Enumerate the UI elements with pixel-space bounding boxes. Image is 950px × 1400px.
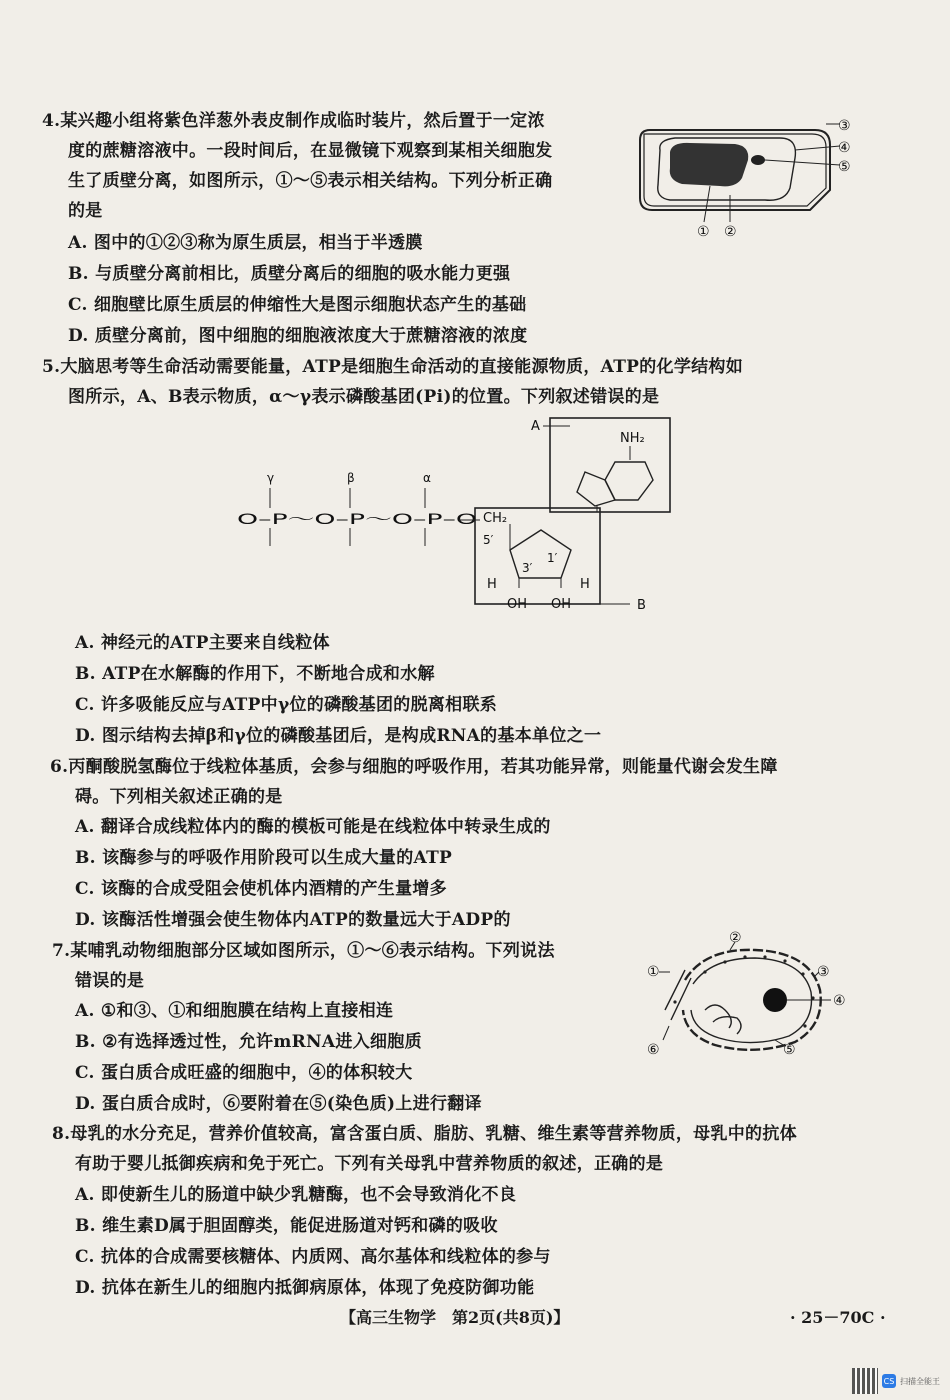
q5-option-b: B. ATP在水解酶的作用下，不断地合成和水解: [75, 664, 435, 684]
label-a: A: [531, 419, 540, 434]
q7-stem-line-2: 错误的是: [75, 971, 145, 991]
q4-option-b: B. 与质壁分离前相比，质壁分离后的细胞的吸水能力更强: [68, 264, 511, 284]
q8-option-b: B. 维生素D属于胆固醇类，能促进肠道对钙和磷的吸收: [75, 1216, 498, 1236]
q4-option-c: C. 细胞壁比原生质层的伸缩性大是图示细胞状态产生的基础: [68, 295, 527, 315]
q5-option-d: D. 图示结构去掉β和γ位的磷酸基团后，是构成RNA的基本单位之一: [75, 726, 602, 746]
gamma-label: γ: [267, 471, 275, 485]
q4-label-2: ②: [724, 224, 737, 240]
q8-option-c: C. 抗体的合成需要核糖体、内质网、高尔基体和线粒体的参与: [75, 1247, 551, 1267]
camscanner-logo-icon: CS: [882, 1374, 896, 1388]
q4-option-d: D. 质壁分离前，图中细胞的细胞液浓度大于蔗糖溶液的浓度: [68, 326, 528, 346]
alpha-label: α: [423, 471, 431, 485]
nh2-label: NH₂: [620, 431, 645, 446]
three-prime-label: 3′: [522, 561, 533, 575]
q7-option-d: D. 蛋白质合成时，⑥要附着在⑤(染色质)上进行翻译: [75, 1094, 482, 1114]
q6-option-a: A. 翻译合成线粒体内的酶的模板可能是在线粒体中转录生成的: [75, 817, 551, 837]
q7-label-5: ⑤: [783, 1042, 796, 1058]
qr-code-icon: [852, 1368, 878, 1394]
q7-cell-figure: [645, 930, 855, 1060]
q7-label-3: ③: [817, 964, 830, 980]
q4-label-5: ⑤: [838, 159, 851, 175]
q8-option-d: D. 抗体在新生儿的细胞内抵御病原体，体现了免疫防御功能: [75, 1278, 535, 1298]
beta-label: β: [347, 471, 355, 485]
q6-option-d: D. 该酶活性增强会使生物体内ATP的数量远大于ADP的: [75, 910, 511, 930]
q8-stem-line-2: 有助于婴儿抵御疾病和免于死亡。下列有关母乳中营养物质的叙述，正确的是: [75, 1154, 664, 1174]
q4-label-1: ①: [697, 224, 710, 240]
q8-stem-line-1: 8.母乳的水分充足，营养价值较高，富含蛋白质、脂肪、乳糖、维生素等营养物质，母乳中的抗体: [52, 1124, 797, 1144]
q7-label-2: ②: [729, 930, 742, 946]
ch2-label: CH₂: [483, 511, 508, 526]
h-label: H: [487, 577, 497, 592]
oh-label-2: OH: [551, 597, 572, 612]
q7-option-b: B. ②有选择透过性，允许mRNA进入细胞质: [75, 1032, 422, 1052]
q4-cell-figure: [630, 110, 870, 245]
q4-stem-line-1: 4.某兴趣小组将紫色洋葱外表皮制作成临时装片，然后置于一定浓: [42, 111, 545, 131]
q5-stem-line-1: 5.大脑思考等生命活动需要能量，ATP是细胞生命活动的直接能源物质，ATP的化学结构如: [42, 357, 744, 377]
q5-stem-line-2: 图所示，A、B表示物质，α～γ表示磷酸基团(Pi)的位置。下列叙述错误的是: [68, 387, 660, 407]
q8-option-a: A. 即使新生儿的肠道中缺少乳糖酶，也不会导致消化不良: [75, 1185, 517, 1205]
atp-structure-figure: [225, 412, 675, 627]
h-label-2: H: [580, 577, 590, 592]
exam-code: · 25－70C ·: [790, 1308, 886, 1327]
one-prime-label: 1′: [547, 551, 558, 565]
phosphate-chain-label: O–P～O–P～O–P–O: [237, 512, 477, 528]
q4-stem-line-3: 生了质壁分离，如图所示，①～⑤表示相关结构。下列分析正确: [68, 171, 553, 191]
q5-option-c: C. 许多吸能反应与ATP中γ位的磷酸基团的脱离相联系: [75, 695, 498, 715]
q6-stem-line-1: 6.丙酮酸脱氢酶位于线粒体基质，会参与细胞的呼吸作用，若其功能异常，则能量代谢会发生障: [50, 757, 778, 777]
q6-stem-line-2: 碍。下列相关叙述正确的是: [75, 787, 283, 807]
watermark-text: 扫描全能王: [900, 1376, 940, 1386]
q4-label-4: ④: [838, 140, 851, 156]
q7-stem-line-1: 7.某哺乳动物细胞部分区域如图所示，①～⑥表示结构。下列说法: [52, 941, 555, 961]
q4-stem-line-4: 的是: [68, 201, 103, 221]
q5-option-a: A. 神经元的ATP主要来自线粒体: [75, 633, 330, 653]
q7-label-1: ①: [647, 964, 660, 980]
q6-option-b: B. 该酶参与的呼吸作用阶段可以生成大量的ATP: [75, 848, 453, 868]
q7-option-c: C. 蛋白质合成旺盛的细胞中，④的体积较大: [75, 1063, 413, 1083]
q6-option-c: C. 该酶的合成受阻会使机体内酒精的产生量增多: [75, 879, 447, 899]
q4-label-3: ③: [838, 118, 851, 134]
q7-label-6: ⑥: [647, 1042, 660, 1058]
page-footer: 【高三生物学 第2页(共8页)】: [340, 1308, 570, 1327]
label-b: B: [637, 598, 646, 613]
five-prime-label: 5′: [483, 533, 494, 547]
oh-label-1: OH: [507, 597, 528, 612]
q4-option-a: A. 图中的①②③称为原生质层，相当于半透膜: [68, 233, 423, 253]
q7-option-a: A. ①和③、①和细胞膜在结构上直接相连: [75, 1001, 394, 1021]
scanner-watermark: [852, 1368, 940, 1394]
q7-label-4: ④: [833, 993, 846, 1009]
q4-stem-line-2: 度的蔗糖溶液中。一段时间后，在显微镜下观察到某相关细胞发: [68, 141, 553, 161]
